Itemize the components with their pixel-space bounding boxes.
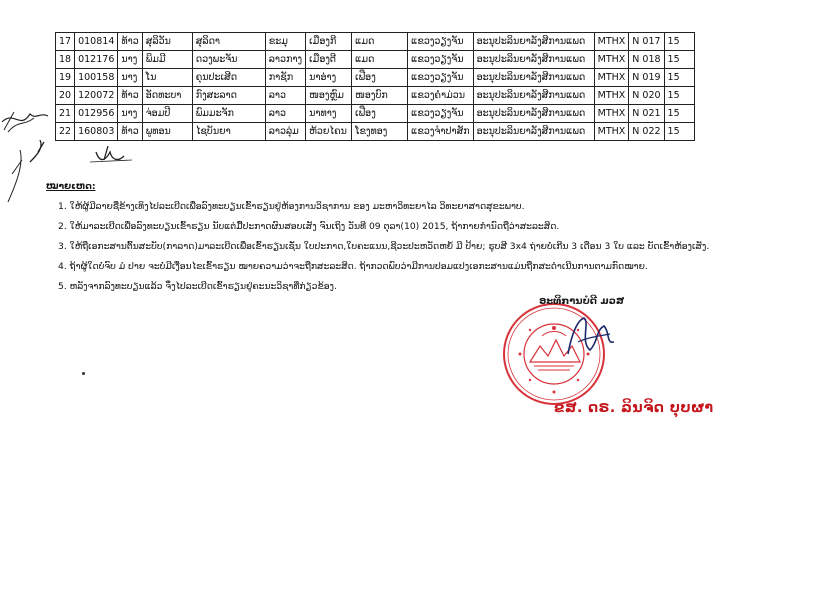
province: ແຂວງວຽງຈັນ — [408, 51, 474, 69]
village: ຫ້ວຍໄຄນ — [306, 123, 352, 141]
table-row — [56, 33, 695, 51]
student-title: ນາງ — [118, 105, 142, 123]
program-code: MTHX — [594, 123, 629, 141]
certificate-number: N 021 — [629, 105, 664, 123]
notes-list — [46, 197, 710, 297]
program-code: MTHX — [594, 51, 629, 69]
program-code: MTHX — [594, 87, 629, 105]
district: ແມດ — [352, 51, 408, 69]
ethnicity: ຂະມຸ — [265, 33, 305, 51]
program: ອະນຸປະລິນຍາລັງສີການແພດ — [473, 69, 594, 87]
student-id: 160803 — [75, 123, 118, 141]
village: ໜອງຫຼົມ — [306, 87, 352, 105]
row-number: 22 — [56, 123, 75, 141]
row-number: 18 — [56, 51, 75, 69]
table-row — [56, 51, 695, 69]
note-item: 3. ໃຫ້ຖືເອກະສານຕົ້ນສະບັບ(ກາລາດ)ມາລະເບີດເພື່ອເຂົ້າຮຽນເຊັ່ນ ໃບປະກາດ,ໃບຄະແນນ,ຊີວະປະຫວັດຫຍໍ້ ມີ ປ້າຍ; ຮູບສີ 3x4 ຖ່າຍບໍ່ເກີນ 3 ເດືອນ 3 ໃບ ແລະ ບັດເຂົ້າຫ້ອງເສັງ. — [58, 241, 710, 252]
certificate-number: N 020 — [629, 87, 664, 105]
table-row — [56, 87, 695, 105]
stray-dot — [82, 372, 85, 375]
province: ແຂວງວຽງຈັນ — [408, 33, 474, 51]
ethnicity: ກາຊັກ — [265, 69, 305, 87]
ethnicity: ລາວລຸ່ມ — [265, 123, 305, 141]
first-name: ພູທອນ — [142, 123, 192, 141]
note-item: 1. ໃຫ້ຜູ້ມີລາຍຊື່ຂ້າງເທິງໄປລະເບີດເພື່ອລົງທະບຽນເຂົ້າຮຽນຢູ່ຫ້ອງການວິຊາການ ຂອງ ມະຫາວິທະຍາໄລ ວິທະຍາສາດສຸຂະພາບ. — [58, 201, 525, 212]
village: ເມືອງກີ — [306, 33, 352, 51]
district: ໜອງບົກ — [352, 87, 408, 105]
village: ນາອ່າງ — [306, 69, 352, 87]
row-number: 19 — [56, 69, 75, 87]
first-name: ສຸລິວັນ — [142, 33, 192, 51]
last-name: ສຸລິດາ — [192, 33, 265, 51]
program-code: MTHX — [594, 69, 629, 87]
roster-body — [56, 33, 695, 141]
last-name: ພົມມະຈັກ — [192, 105, 265, 123]
province: ແຂວງຈຳປາສັກ — [408, 123, 474, 141]
program: ອະນຸປະລິນຍາລັງສີການແພດ — [473, 33, 594, 51]
first-name: ພິມມີ — [142, 51, 192, 69]
row-number: 17 — [56, 33, 75, 51]
student-title: ທ້າວ — [118, 123, 142, 141]
student-title: ນາງ — [118, 51, 142, 69]
ethnicity: ລາວກາງ — [265, 51, 305, 69]
table-row — [56, 105, 695, 123]
district: ເຟືອງ — [352, 105, 408, 123]
ethnicity: ລາວ — [265, 87, 305, 105]
table-row — [56, 123, 695, 141]
first-name: ຈ່ອມປີ — [142, 105, 192, 123]
certificate-number: N 018 — [629, 51, 664, 69]
note-item: 4. ຖ້າຜູ້ໃດບໍ່ຈົບ ມໍ ປາຍ ຈະບໍ່ມີເງື່ອນໄຂເຂົ້າຮຽນ ໝາຍຄວາມວ່າຈະຖືກສະລະສິດ. ຖ້າກວດພົບວ່າມີການປອມແປງເອກະສານແມ່ນຖືກສະດຳເນີນການຕາມກົດໝາຍ. — [58, 261, 648, 272]
program: ອະນຸປະລິນຍາລັງສີການແພດ — [473, 105, 594, 123]
district: ເຟືອງ — [352, 69, 408, 87]
ethnicity: ລາວ — [265, 105, 305, 123]
student-id: 120072 — [75, 87, 118, 105]
village: ເມືອງຕີ — [306, 51, 352, 69]
program: ອະນຸປະລິນຍາລັງສີການແພດ — [473, 51, 594, 69]
student-id: 010814 — [75, 33, 118, 51]
program-code: MTHX — [594, 33, 629, 51]
district: ໂຂງທອງ — [352, 123, 408, 141]
student-id: 012176 — [75, 51, 118, 69]
student-id: 100158 — [75, 69, 118, 87]
program: ອະນຸປະລິນຍາລັງສີການແພດ — [473, 123, 594, 141]
province: ແຂວງຄຳມ່ວນ — [408, 87, 474, 105]
student-title: ທ້າວ — [118, 87, 142, 105]
first-name: ໂນ — [142, 69, 192, 87]
note-item: 5. ຫລັງຈາກລົງທະບຽນແລ້ວ ຈຶ່ງໄປລະເບີດເຂົ້າຮຽນຢູ່ຄະນະວິຊາທີ່ກ່ຽວຂ້ອງ. — [58, 281, 337, 292]
certificate-number: N 019 — [629, 69, 664, 87]
certificate-number: N 022 — [629, 123, 664, 141]
student-title: ທ້າວ — [118, 33, 142, 51]
extra-value: 15 — [664, 123, 694, 141]
extra-value: 15 — [664, 51, 694, 69]
signer-name: ຂສ. ດຣ. ລິນຈິດ ບຸບຜາ — [554, 400, 714, 416]
last-name: ຄຸນປະເສີດ — [192, 69, 265, 87]
province: ແຂວງວຽງຈັນ — [408, 69, 474, 87]
notes-section — [46, 177, 710, 297]
student-id: 012956 — [75, 105, 118, 123]
student-roster-table — [55, 32, 695, 141]
province: ແຂວງວຽງຈັນ — [408, 105, 474, 123]
handwritten-signature — [560, 312, 620, 362]
last-name: ໄຊບັນຍາ — [192, 123, 265, 141]
certificate-number: N 017 — [629, 33, 664, 51]
extra-value: 15 — [664, 33, 694, 51]
student-title: ນາງ — [118, 69, 142, 87]
extra-value: 15 — [664, 87, 694, 105]
table-row — [56, 69, 695, 87]
last-name: ດວງພະຈັນ — [192, 51, 265, 69]
district: ແມດ — [352, 33, 408, 51]
last-name: ກົງສະລາດ — [192, 87, 265, 105]
extra-value: 15 — [664, 69, 694, 87]
first-name: ອັດທະບາ — [142, 87, 192, 105]
notes-title: ໝາຍເຫດ: — [46, 181, 96, 192]
row-number: 20 — [56, 87, 75, 105]
note-item: 2. ໃຫ້ມາລະເບີດເພື່ອລົງທະບຽນເຂົ້າຮຽນ ນັບແຕ່ມື້ປະກາດຜົນສອບເສັງ ຈົນເຖິງ ວັນທີ 09 ຕຸລາ(10) 2015, ຖ້າກາຍກຳນົດຖືວ່າສະລະສິດ. — [58, 221, 560, 232]
row-number: 21 — [56, 105, 75, 123]
signer-title: ອະທິການບໍດີ ມວສ — [539, 296, 625, 307]
program-code: MTHX — [594, 105, 629, 123]
program: ອະນຸປະລິນຍາລັງສີການແພດ — [473, 87, 594, 105]
extra-value: 15 — [664, 105, 694, 123]
village: ນາທາງ — [306, 105, 352, 123]
